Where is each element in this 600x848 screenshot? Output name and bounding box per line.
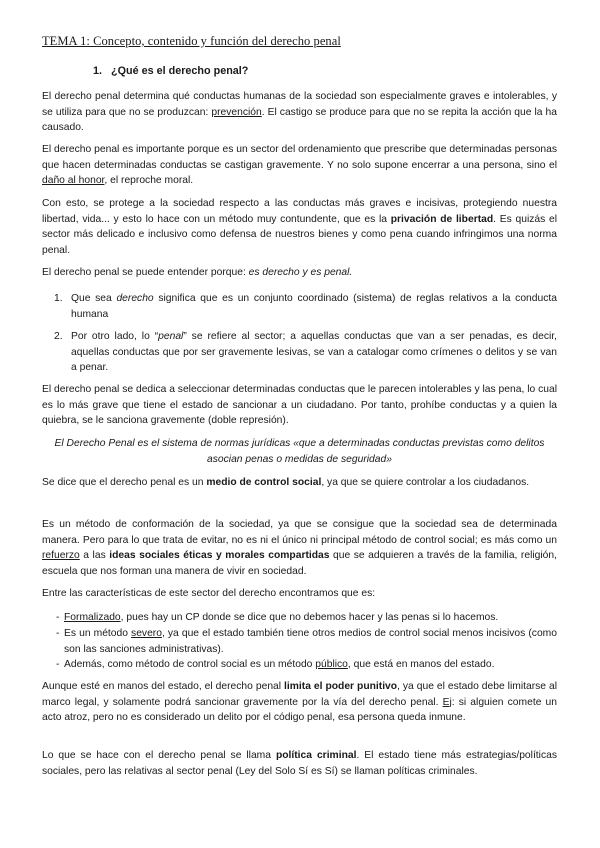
text-run: , ya que el estado debe limitarse al marco legal, y solamente podrá sancionar gravemente por la vía del derecho penal. [42, 681, 557, 708]
characteristic-text [64, 610, 557, 626]
list-item [54, 291, 557, 322]
text-run: El derecho penal determina qué conductas humanas de la sociedad son especialmente graves e intolerables, y se utiliza para que no se produzcan: [42, 91, 557, 118]
text-run: . El castigo se produce para que no se repita la acción que la ha causado. [42, 106, 557, 134]
text-run: Con esto, se protege a la sociedad respecto a las conductas más graves e incisivas, protegiendo nuestra libertad, vida... y esto lo hace con un método muy contundente, que es la [42, 198, 557, 225]
text-run: Por otro lado, lo “ [71, 331, 159, 342]
characteristic-item [56, 657, 557, 673]
paragraph-punitive-limit [42, 679, 557, 726]
underlined-term: prevención [211, 106, 262, 118]
text-run: significa que es un conjunto coordinado (sistema) de reglas relativos a la conducta humana [71, 293, 557, 320]
paragraph-characteristics-intro: Entre las características de este sector del derecho encontramos que es: [42, 588, 376, 599]
characteristic-item [56, 626, 557, 657]
dash-marker: - [56, 612, 60, 623]
bold-term: política criminal [275, 750, 357, 761]
text-run: a las [79, 550, 110, 562]
text-run: Además, como método de control social es un método [64, 659, 316, 670]
text-run: Lo que se hace con el derecho penal se llama [42, 750, 276, 761]
paragraph-importance [42, 142, 557, 189]
characteristic-text [64, 626, 557, 657]
bold-term: limita el poder punitivo [284, 681, 398, 692]
dash-marker: - [56, 659, 60, 670]
list-item-text [71, 329, 557, 376]
text-run: Se dice que el derecho penal es un [42, 477, 207, 488]
text-run: ” se refiere al sector; a aquellas conductas que van a ser penadas, es decir, aquellas conductas que por ser gravemente lesivas, se van a catalogar como crímenes o delitos y se van a penar. [71, 331, 558, 374]
list-number: 2. [54, 331, 63, 342]
dash-marker: - [56, 628, 60, 639]
underlined-term: Formalizado [64, 612, 121, 623]
bold-term: medio de control social [206, 477, 322, 488]
text-run: Aunque esté en manos del estado, el derecho penal [42, 681, 285, 692]
underlined-term: refuerzo [42, 550, 80, 562]
underlined-term: público [315, 659, 348, 670]
text-run: . Es quizás el sector más delicado e inclusivo como defensa de nuestros bienes y como pena cuando infringimos una norma penal. [42, 213, 557, 256]
section-heading-text: ¿Qué es el derecho penal? [111, 65, 249, 77]
underlined-term: severo [131, 628, 162, 639]
italic-term: penal [158, 331, 184, 342]
text-run: , que está en manos del estado. [347, 659, 495, 670]
text-run: Es un método [64, 628, 132, 639]
italic-term: es derecho y es penal. [248, 267, 353, 278]
paragraph-understanding [42, 265, 557, 281]
text-run: El derecho penal es importante porque es un sector del ordenamiento que prescribe que determinadas personas que hacen determinadas conductas se castigan gravemente. Y no solo supone encerrar a una persona, sino el [42, 144, 557, 171]
paragraph-definition [42, 89, 557, 136]
text-run: , ya que el estado también tiene otros medios de control social menos incisivos (como son las sanciones administrativas). [64, 628, 557, 655]
text-run: Es un método de conformación de la sociedad, ya que se consigue que la sociedad sea de determinada manera. Pero para lo que trata de evitar, no es ni el único ni principal método de control social; es más como un [42, 519, 557, 546]
list-number: 1. [54, 293, 63, 304]
underlined-term: daño al honor [42, 175, 105, 187]
text-run: , pues hay un CP donde se dice que no debemos hacer y las penas si lo hacemos. [120, 612, 499, 623]
paragraph-protection [42, 196, 557, 258]
paragraph-selection: El derecho penal se dedica a seleccionar determinadas conductas que le parecen intolerables y las pena, lo cual es lo más grave que tiene el estado de sancionar a un ciudadano. Por tanto, prohíbe conductas y a quien la quiebra, se le sanciona gravemente (doble represión). [42, 384, 557, 427]
list-item-text [71, 291, 557, 322]
paragraph-criminal-policy [42, 748, 557, 779]
underlined-term: Ej [442, 696, 452, 708]
definition-quote: El Derecho Penal es el sistema de normas jurídicas «que a determinadas conductas previstas como delitos asocian penas o medidas de seguridad» [54, 438, 545, 465]
italic-term: derecho [116, 293, 154, 304]
paragraph-conformation [42, 517, 557, 579]
section-heading [93, 64, 248, 80]
characteristic-item [56, 610, 557, 626]
section-number: 1. [93, 65, 103, 77]
text-run: , el reproche moral. [104, 175, 194, 187]
text-run: . El estado tiene más estrategias/políticas sociales, pero las relativas al sector penal (Ley del Solo Sí es Sí) se llaman políticas criminales. [42, 750, 557, 777]
characteristic-text [64, 657, 557, 673]
document-title: TEMA 1: Concepto, contenido y función del derecho penal [42, 34, 341, 48]
text-run: Que sea [71, 293, 117, 304]
paragraph-social-control [42, 475, 557, 491]
text-run: El derecho penal se puede entender porque: [42, 267, 249, 278]
bold-term: privación de libertad [390, 213, 494, 225]
text-run: , ya que se quiere controlar a los ciudadanos. [321, 477, 530, 488]
text-run: que se adquieren a través de la familia, religión, escuela que nos forman una manera de vivir en sociedad. [42, 550, 557, 577]
text-run: : si alguien comete un acto atroz, pero no es considerado un delito por el código penal, esa persona queda inmune. [42, 696, 557, 724]
bold-term: ideas sociales éticas y morales compartidas [109, 550, 330, 562]
list-item [54, 329, 557, 376]
